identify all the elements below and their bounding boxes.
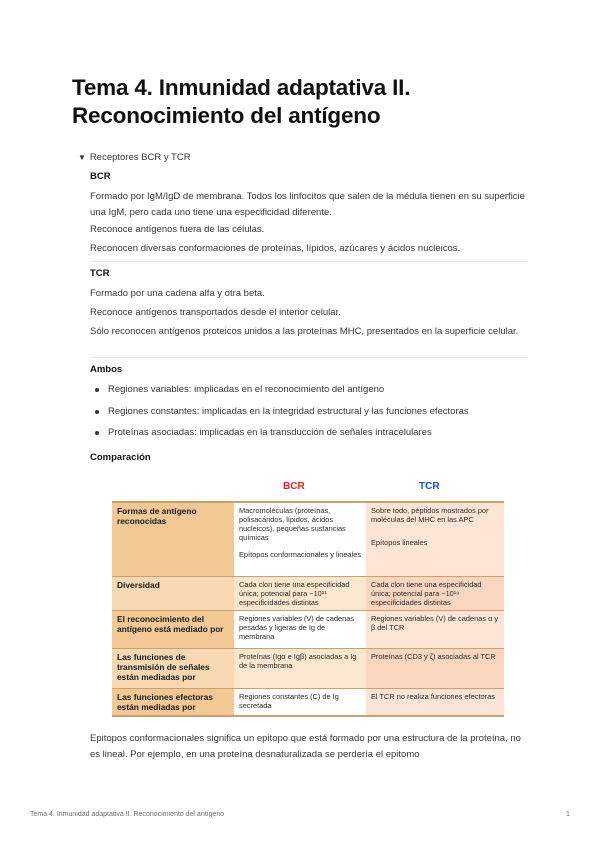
cell-text: Regiones constantes (C) de Ig secretada bbox=[239, 691, 339, 710]
bcr-cell bbox=[234, 688, 366, 716]
cell-text: Proteínas (Igα e Igβ) asociadas a Ig de la membrana bbox=[239, 651, 357, 670]
tcr-column-header: TCR bbox=[419, 481, 440, 492]
bcr-heading: BCR bbox=[90, 171, 111, 182]
comparison-table bbox=[112, 501, 504, 717]
table-row bbox=[112, 688, 504, 716]
tcr-heading: TCR bbox=[90, 268, 110, 279]
page-title: Tema 4. Inmunidad adaptativa II. Reconocimiento del antígeno bbox=[72, 75, 411, 128]
bcr-paragraph-2: Reconoce antígenos fuera de las células. bbox=[90, 224, 265, 235]
section-divider bbox=[90, 261, 528, 262]
list-item: Regiones constantes: implicadas en la integridad estructural y las funciones efectoras bbox=[90, 404, 530, 419]
row-label: Las funciones efectoras están mediadas por bbox=[112, 688, 234, 716]
comparacion-heading: Comparación bbox=[90, 452, 151, 463]
tcr-paragraph-1: Formado por una cadena alfa y otra beta. bbox=[90, 288, 265, 299]
bcr-cell bbox=[234, 648, 366, 688]
tcr-paragraph-3: Sólo reconocen antígenos proteicos unidos a las proteínas MHC, presentados en la superficie celular. bbox=[90, 326, 519, 337]
cell-text: Regiones variables (V) de cadenas pesadas y ligeras de Ig de membrana bbox=[239, 613, 355, 641]
table-row bbox=[112, 576, 504, 610]
footer-page-number: 1 bbox=[566, 811, 570, 818]
bcr-cell bbox=[234, 502, 366, 576]
closing-paragraph: Epitopos conformacionales significa un epitopo que está formado por una estructura de la proteína, no es lineal. Por ejemplo, en una proteína desnaturalizada se perdería el epitomo bbox=[90, 733, 521, 760]
row-label: Diversidad bbox=[112, 576, 234, 610]
toggle-receptores[interactable] bbox=[78, 152, 191, 163]
toggle-label: Receptores BCR y TCR bbox=[89, 152, 191, 163]
bcr-paragraph-3: Reconocen diversas conformaciones de proteínas, lípidos, azúcares y ácidos nucleicos. bbox=[90, 243, 461, 254]
toggle-triangle-icon[interactable]: ▼ bbox=[78, 153, 86, 162]
list-item: Regiones variables: implicadas en el reconocimiento del antígeno bbox=[90, 382, 530, 397]
footer-title: Tema 4. Inmunidad adaptativa II. Reconocimiento del antígeno bbox=[30, 811, 225, 818]
table-row bbox=[112, 648, 504, 688]
ambos-list bbox=[90, 382, 530, 447]
bcr-cell bbox=[234, 576, 366, 610]
row-label: Las funciones de transmisión de señales están mediadas por bbox=[112, 648, 234, 688]
bcr-column-header: BCR bbox=[283, 481, 305, 492]
list-item: Proteínas asociadas: implicadas en la transducción de señales intracelulares bbox=[90, 425, 530, 440]
cell-text: El TCR no realiza funciones efectoras bbox=[371, 691, 495, 701]
comparison-table-figure bbox=[112, 475, 504, 712]
cell-text: Macromoléculas (proteínas, polisacáridos, lípidos, ácidos nucleicos), pequeñas sustancias químicas bbox=[239, 506, 346, 542]
tcr-paragraph-2: Reconoce antígenos transportados desde el interior celular. bbox=[90, 307, 341, 318]
tcr-cell bbox=[366, 502, 504, 576]
tcr-cell bbox=[366, 576, 504, 610]
table-row bbox=[112, 610, 504, 648]
bcr-paragraph-1: Formado por IgM/IgD de membrana. Todos los linfocitos que salen de la médula tienen en su superficie una IgM, pero cada uno tiene una especificidad diferente. bbox=[90, 191, 525, 218]
cell-text: Sobre todo, péptidos mostrados por moléculas del MHC en las APC bbox=[371, 506, 489, 524]
table-row bbox=[112, 502, 504, 576]
ambos-heading: Ambos bbox=[90, 364, 123, 375]
tcr-cell bbox=[366, 648, 504, 688]
cell-text: Regiones variables (V) de cadenas α y β del TCR bbox=[371, 613, 499, 632]
bcr-cell bbox=[234, 610, 366, 648]
tcr-cell bbox=[366, 688, 504, 716]
row-label: El reconocimiento del antígeno está mediado por bbox=[112, 610, 234, 648]
tcr-cell bbox=[366, 610, 504, 648]
cell-text: Cada clon tiene una especificidad única; potencial para ~10¹¹ especificidades distintas bbox=[239, 579, 350, 607]
cell-text: Proteínas (CD3 y ζ) asociadas al TCR bbox=[371, 651, 496, 661]
cell-text: Cada clon tiene una especificidad única; potencial para ~10¹⁹ especificidades distintas bbox=[371, 579, 482, 607]
cell-subtext: Epítopos lineales bbox=[371, 538, 428, 547]
cell-subtext: Epítopos conformacionales y lineales bbox=[239, 550, 362, 559]
row-label: Formas de antígeno reconocidas bbox=[112, 502, 234, 576]
section-divider bbox=[90, 357, 528, 358]
